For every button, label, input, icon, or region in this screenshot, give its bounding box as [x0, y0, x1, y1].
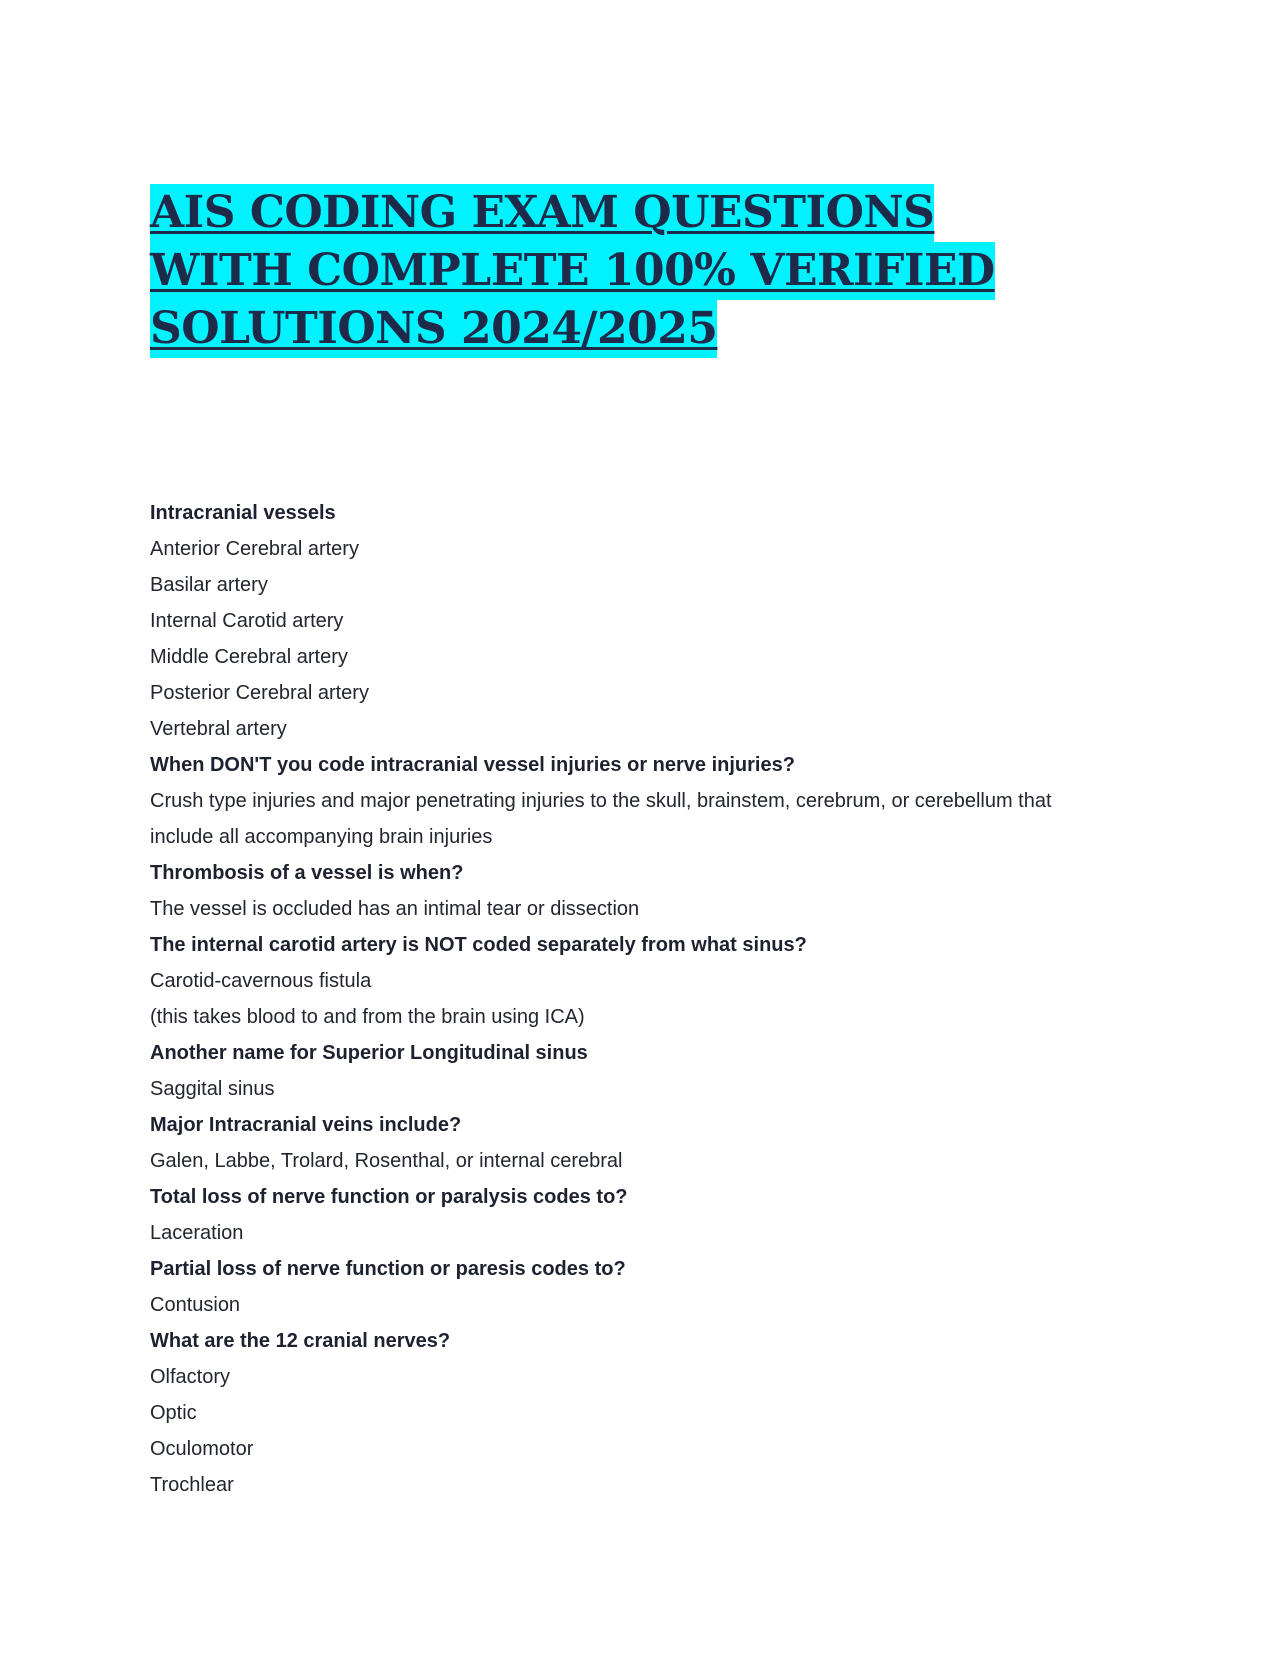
answer-line: Crush type injuries and major penetrating injuries to the skull, brainstem, cerebrum, or cerebellum that — [150, 790, 1052, 812]
answer-line: Laceration — [150, 1222, 244, 1244]
title-line: AIS CODING EXAM QUESTIONS — [150, 184, 934, 242]
question-line: What are the 12 cranial nerves? — [150, 1330, 451, 1352]
answer-line: Middle Cerebral artery — [150, 646, 348, 668]
answer-line: Olfactory — [150, 1366, 231, 1388]
question-line: Another name for Superior Longitudinal sinus — [150, 1042, 588, 1064]
answer-line: Internal Carotid artery — [150, 610, 344, 632]
answer-line: Anterior Cerebral artery — [150, 538, 359, 560]
answer-line: Trochlear — [150, 1474, 234, 1496]
question-line: Major Intracranial veins include? — [150, 1114, 462, 1136]
question-line: Partial loss of nerve function or paresis codes to? — [150, 1258, 626, 1280]
document-body — [150, 495, 1130, 1503]
answer-line: Galen, Labbe, Trolard, Rosenthal, or internal cerebral — [150, 1150, 623, 1172]
question-line: The internal carotid artery is NOT coded separately from what sinus? — [150, 934, 807, 956]
answer-line: Posterior Cerebral artery — [150, 682, 369, 704]
title-line: WITH COMPLETE 100% VERIFIED — [150, 242, 995, 300]
title-line: SOLUTIONS 2024/2025 — [150, 300, 717, 358]
answer-line: Optic — [150, 1402, 197, 1424]
document-title — [150, 184, 1130, 358]
answer-line: Contusion — [150, 1294, 241, 1316]
question-line: When DON'T you code intracranial vessel injuries or nerve injuries? — [150, 754, 795, 776]
answer-line: Vertebral artery — [150, 718, 287, 740]
question-line: Total loss of nerve function or paralysis codes to? — [150, 1186, 628, 1208]
answer-line: Carotid-cavernous fistula — [150, 970, 372, 992]
question-line: Intracranial vessels — [150, 502, 336, 524]
question-line: Thrombosis of a vessel is when? — [150, 862, 464, 884]
answer-line: (this takes blood to and from the brain using ICA) — [150, 1006, 585, 1028]
answer-line: Basilar artery — [150, 574, 268, 596]
answer-line: The vessel is occluded has an intimal tear or dissection — [150, 898, 640, 920]
answer-line: Oculomotor — [150, 1438, 254, 1460]
answer-line: Saggital sinus — [150, 1078, 275, 1100]
answer-line: include all accompanying brain injuries — [150, 826, 493, 848]
